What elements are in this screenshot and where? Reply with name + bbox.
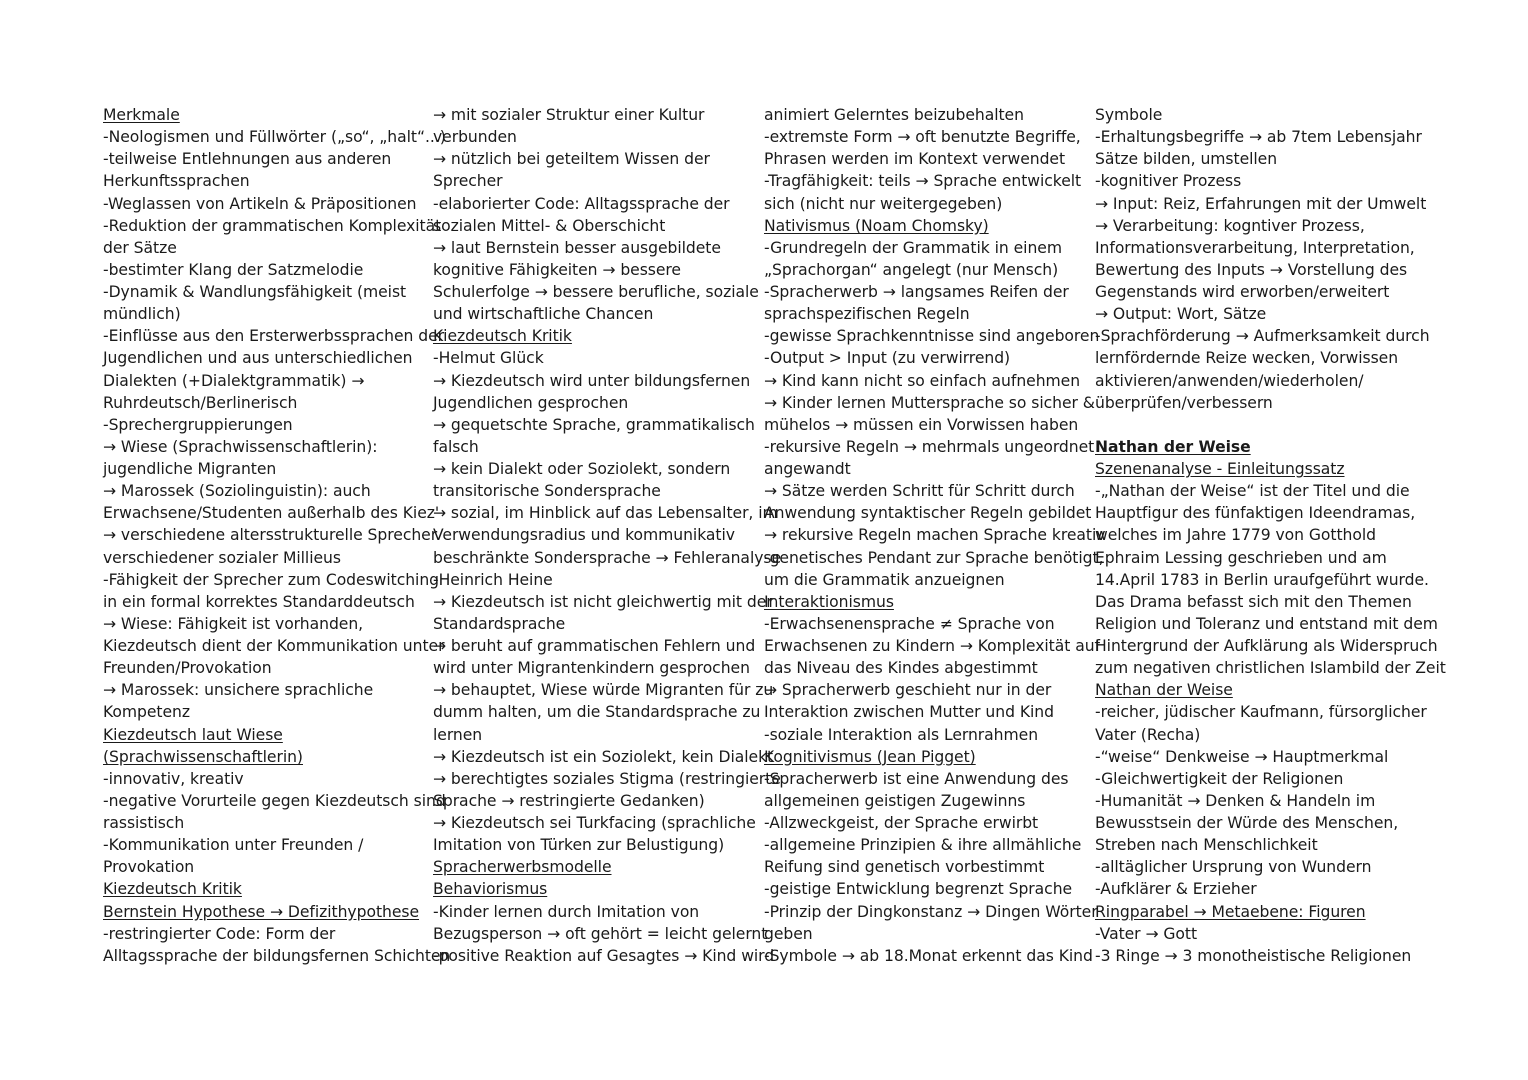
note-line: welches im Jahre 1779 von Gotthold	[1095, 526, 1377, 545]
note-line: Ephraim Lessing geschrieben und am	[1095, 548, 1387, 567]
section-heading: Nathan der Weise	[1095, 681, 1233, 700]
note-line: → Verarbeitung: kogntiver Prozess,	[1095, 216, 1365, 235]
note-line: -allgemeine Prinzipien & ihre allmähliche	[764, 836, 1082, 855]
note-line: -geistige Entwicklung begrenzt Sprache	[764, 880, 1073, 899]
note-line: -innovativ, kreativ	[103, 769, 244, 788]
note-line: Bezugsperson → oft gehört = leicht gelernt	[433, 924, 768, 943]
note-line: Reifung sind genetisch vorbestimmt	[764, 858, 1045, 877]
note-line: → Wiese: Fähigkeit ist vorhanden,	[103, 614, 364, 633]
note-line: → Sätze werden Schritt für Schritt durch	[764, 482, 1075, 501]
note-line: Freunden/Provokation	[103, 659, 272, 678]
note-line: Ruhrdeutsch/Berlinerisch	[103, 393, 298, 412]
note-line: der Sätze	[103, 238, 177, 257]
note-line: → Marossek (Soziolinguistin): auch	[103, 482, 371, 501]
note-line: Kompetenz	[103, 703, 190, 722]
notes-column-3	[764, 104, 1106, 967]
note-line: -Neologismen und Füllwörter („so“, „halt“...)	[103, 128, 446, 147]
note-line: -genetisches Pendant zur Sprache benötigt,	[764, 548, 1104, 567]
note-line: Jugendlichen und aus unterschiedlichen	[103, 349, 413, 368]
note-line: mühelos → müssen ein Vorwissen haben	[764, 415, 1079, 434]
note-line: sozialen Mittel- & Oberschicht	[433, 216, 666, 235]
note-line: Symbole	[1095, 106, 1163, 124]
note-line: -extremste Form → oft benutzte Begriffe,	[764, 128, 1081, 147]
note-line: Provokation	[103, 858, 195, 877]
note-line: → Wiese (Sprachwissenschaftlerin):	[103, 437, 378, 456]
note-line: animiert Gelerntes beizubehalten	[764, 106, 1024, 124]
note-line: -rekursive Regeln → mehrmals ungeordnet	[764, 437, 1095, 456]
section-heading: Ringparabel → Metaebene: Figuren	[1095, 902, 1366, 921]
note-line: -“weise“ Denkweise → Hauptmerkmal	[1095, 747, 1389, 766]
note-line: Gegenstands wird erworben/erweitert	[1095, 283, 1390, 301]
note-line: → Kind kann nicht so einfach aufnehmen	[764, 371, 1081, 390]
notes-column-1	[103, 104, 451, 967]
section-heading: (Sprachwissenschaftlerin)	[103, 747, 303, 766]
note-line: → verschiedene altersstrukturelle Sprecher	[103, 526, 438, 545]
note-line: -Erhaltungsbegriffe → ab 7tem Lebensjahr	[1095, 128, 1422, 147]
note-line: Religion und Toleranz und entstand mit dem	[1095, 614, 1438, 633]
note-line: → Output: Wort, Sätze	[1095, 305, 1267, 324]
note-line: -alltäglicher Ursprung von Wundern	[1095, 858, 1372, 877]
note-line: -kognitiver Prozess	[1095, 172, 1242, 191]
note-line: rassistisch	[103, 814, 185, 832]
note-line: -Einflüsse aus den Ersterwerbssprachen der	[103, 327, 445, 346]
note-line: → laut Bernstein besser ausgebildete	[433, 238, 721, 257]
note-line: → Input: Reiz, Erfahrungen mit der Umwelt	[1095, 194, 1427, 213]
note-line: -Dynamik & Wandlungsfähigkeit (meist	[103, 283, 407, 301]
note-line: jugendliche Migranten	[103, 460, 277, 478]
note-line: -Prinzip der Dingkonstanz → Dingen Wörter	[764, 902, 1098, 921]
note-line: in ein formal korrektes Standarddeutsch	[103, 592, 415, 611]
note-line: -Sprechergruppierungen	[103, 415, 293, 434]
notes-column-2	[433, 104, 782, 967]
note-line: 14.April 1783 in Berlin uraufgeführt wurde.	[1095, 570, 1429, 589]
section-heading: Kognitivismus (Jean Pigget)	[764, 747, 976, 766]
note-line: -Grundregeln der Grammatik in einem	[764, 238, 1062, 257]
note-line: Standardsprache	[433, 614, 566, 633]
section-heading: Bernstein Hypothese → Defizithypothese	[103, 902, 420, 921]
note-line: -Symbole → ab 18.Monat erkennt das Kind	[764, 946, 1093, 965]
note-line: → gequetschte Sprache, grammatikalisch	[433, 415, 755, 434]
note-line: Dialekten (+Dialektgrammatik) →	[103, 371, 365, 390]
note-line: -Erwachsenensprache ≠ Sprache von	[764, 614, 1055, 633]
note-line: -Gleichwertigkeit der Religionen	[1095, 769, 1344, 788]
note-line: Hauptfigur des fünfaktigen Ideendramas,	[1095, 504, 1416, 523]
note-line: Informationsverarbeitung, Interpretation,	[1095, 238, 1415, 257]
note-line: aktivieren/anwenden/wiederholen/	[1095, 371, 1364, 390]
note-line: um die Grammatik anzueignen	[764, 570, 1005, 589]
note-line: Bewusstsein der Würde des Menschen,	[1095, 814, 1399, 832]
note-line: lernen	[433, 725, 483, 744]
section-heading: Interaktionismus	[764, 592, 894, 611]
note-line: verbunden	[433, 128, 517, 147]
section-heading: Nathan der Weise	[1095, 437, 1251, 456]
section-heading: Kiezdeutsch Kritik	[103, 880, 242, 899]
section-heading: Spracherwerbsmodelle	[433, 858, 612, 877]
note-line: Alltagssprache der bildungsfernen Schichten	[103, 946, 451, 965]
note-line: angewandt	[764, 460, 851, 478]
note-line: -Weglassen von Artikeln & Präpositionen	[103, 194, 417, 213]
section-heading: Szenenanalyse - Einleitungssatz	[1095, 460, 1345, 478]
note-line: -Spracherwerb ist eine Anwendung des	[764, 769, 1069, 788]
note-line: -Heinrich Heine	[433, 570, 553, 589]
note-line: beschränkte Sondersprache → Fehleranalyse	[433, 548, 782, 567]
section-heading: Nativismus (Noam Chomsky)	[764, 216, 989, 235]
note-line: -negative Vorurteile gegen Kiezdeutsch sind	[103, 791, 446, 810]
note-line: zum negativen christlichen Islambild der Zeit	[1095, 659, 1446, 678]
note-line: -Vater → Gott	[1095, 924, 1198, 943]
note-line: Sätze bilden, umstellen	[1095, 150, 1278, 169]
note-line: Schulerfolge → bessere berufliche, soziale	[433, 283, 759, 301]
note-line: -elaborierter Code: Alltagssprache der	[433, 194, 730, 213]
note-line: Sprache → restringierte Gedanken)	[433, 791, 705, 810]
section-heading: Behaviorismus	[433, 880, 548, 899]
note-line: geben	[764, 924, 813, 943]
note-line: Sprecher	[433, 172, 503, 191]
note-line: → beruht auf grammatischen Fehlern und	[433, 637, 756, 655]
note-line: → Marossek: unsichere sprachliche	[103, 681, 374, 700]
note-line: -Spracherwerb → langsames Reifen der	[764, 283, 1069, 301]
note-line: überprüfen/verbessern	[1095, 393, 1273, 412]
note-line: -Kommunikation unter Freunden /	[103, 836, 364, 855]
section-heading: Merkmale	[103, 106, 180, 124]
note-line: Anwendung syntaktischer Regeln gebildet	[764, 504, 1092, 523]
note-line: → berechtigtes soziales Stigma (restringierte	[433, 769, 781, 788]
note-line: -reicher, jüdischer Kaufmann, fürsorglicher	[1095, 703, 1427, 722]
note-line: verschiedener sozialer Millieus	[103, 548, 341, 567]
note-line: Das Drama befasst sich mit den Themen	[1095, 592, 1412, 611]
note-line: → Kiezdeutsch sei Turkfacing (sprachliche	[433, 814, 756, 832]
note-line: → mit sozialer Struktur einer Kultur	[433, 106, 705, 124]
note-line: → Spracherwerb geschieht nur in der	[764, 681, 1052, 700]
note-line: Jugendlichen gesprochen	[433, 393, 629, 412]
note-line: → behauptet, Wiese würde Migranten für zu	[433, 681, 774, 700]
note-line: -Tragfähigkeit: teils → Sprache entwickelt	[764, 172, 1082, 191]
note-line: -„Nathan der Weise“ ist der Titel und die	[1095, 482, 1410, 501]
section-heading: Kiezdeutsch laut Wiese	[103, 725, 283, 744]
note-line: Kiezdeutsch dient der Kommunikation unter	[103, 637, 445, 655]
note-line: → Kiezdeutsch ist ein Soziolekt, kein Dialekt	[433, 747, 774, 766]
note-line: -teilweise Entlehnungen aus anderen	[103, 150, 392, 169]
note-line: Phrasen werden im Kontext verwendet	[764, 150, 1066, 169]
notes-page	[103, 104, 1446, 984]
note-line: -3 Ringe → 3 monotheistische Religionen	[1095, 946, 1412, 965]
note-line: -Fähigkeit der Sprecher zum Codeswitching	[103, 570, 440, 589]
note-line: → rekursive Regeln machen Sprache kreativ	[764, 526, 1106, 545]
notes-column-4	[1095, 104, 1446, 967]
note-line: -Sprachförderung → Aufmerksamkeit durch	[1095, 327, 1430, 346]
note-line: lernfördernde Reize wecken, Vorwissen	[1095, 349, 1399, 368]
note-line: Erwachsenen zu Kindern → Komplexität auf	[764, 637, 1100, 655]
note-line: allgemeinen geistigen Zugewinns	[764, 791, 1026, 810]
note-line: Hintergrund der Aufklärung als Widerspruch	[1095, 637, 1438, 655]
note-line: -soziale Interaktion als Lernrahmen	[764, 725, 1039, 744]
note-line: -Humanität → Denken & Handeln im	[1095, 791, 1376, 810]
note-line: Bewertung des Inputs → Vorstellung des	[1095, 260, 1408, 279]
note-line: transitorische Sondersprache	[433, 482, 661, 501]
note-line: -Aufklärer & Erzieher	[1095, 880, 1257, 899]
note-line: Streben nach Menschlichkeit	[1095, 836, 1318, 855]
note-line: → sozial, im Hinblick auf das Lebensalter, im	[433, 504, 778, 523]
note-line: „Sprachorgan“ angelegt (nur Mensch)	[764, 260, 1059, 279]
note-line: -positive Reaktion auf Gesagtes → Kind wird	[433, 946, 775, 965]
note-line: -Helmut Glück	[433, 349, 544, 368]
note-line	[1095, 414, 1433, 436]
note-line: Herkunftssprachen	[103, 172, 250, 191]
note-line: → Kiezdeutsch ist nicht gleichwertig mit der	[433, 592, 773, 611]
note-line: kognitive Fähigkeiten → bessere	[433, 260, 681, 279]
note-line: und wirtschaftliche Chancen	[433, 305, 654, 324]
note-line: -gewisse Sprachkenntnisse sind angeboren	[764, 327, 1100, 346]
note-line: Verwendungsradius und kommunikativ	[433, 526, 735, 545]
note-line: -bestimter Klang der Satzmelodie	[103, 260, 364, 279]
note-line: Erwachsene/Studenten außerhalb des Kiez'	[103, 504, 440, 523]
note-line: → nützlich bei geteiltem Wissen der	[433, 150, 710, 169]
section-heading: Kiezdeutsch Kritik	[433, 327, 572, 346]
note-line: falsch	[433, 437, 479, 456]
note-line: -restringierter Code: Form der	[103, 924, 336, 943]
note-line: → kein Dialekt oder Soziolekt, sondern	[433, 460, 731, 478]
note-line: sich (nicht nur weitergegeben)	[764, 194, 1003, 213]
note-line: → Kiezdeutsch wird unter bildungsfernen	[433, 371, 751, 390]
note-line: sprachspezifischen Regeln	[764, 305, 970, 324]
note-line: Vater (Recha)	[1095, 725, 1201, 744]
note-line: Interaktion zwischen Mutter und Kind	[764, 703, 1054, 722]
note-line: -Kinder lernen durch Imitation von	[433, 902, 700, 921]
note-line: dumm halten, um die Standardsprache zu	[433, 703, 761, 722]
note-line: das Niveau des Kindes abgestimmt	[764, 659, 1038, 678]
note-line: -Output > Input (zu verwirrend)	[764, 349, 1011, 368]
note-line: Imitation von Türken zur Belustigung)	[433, 836, 725, 855]
note-line: → Kinder lernen Muttersprache so sicher &	[764, 393, 1095, 412]
note-line: -Reduktion der grammatischen Komplexität	[103, 216, 442, 235]
note-line: wird unter Migrantenkindern gesprochen	[433, 659, 750, 678]
note-line: mündlich)	[103, 305, 181, 324]
note-line: -Allzweckgeist, der Sprache erwirbt	[764, 814, 1039, 832]
